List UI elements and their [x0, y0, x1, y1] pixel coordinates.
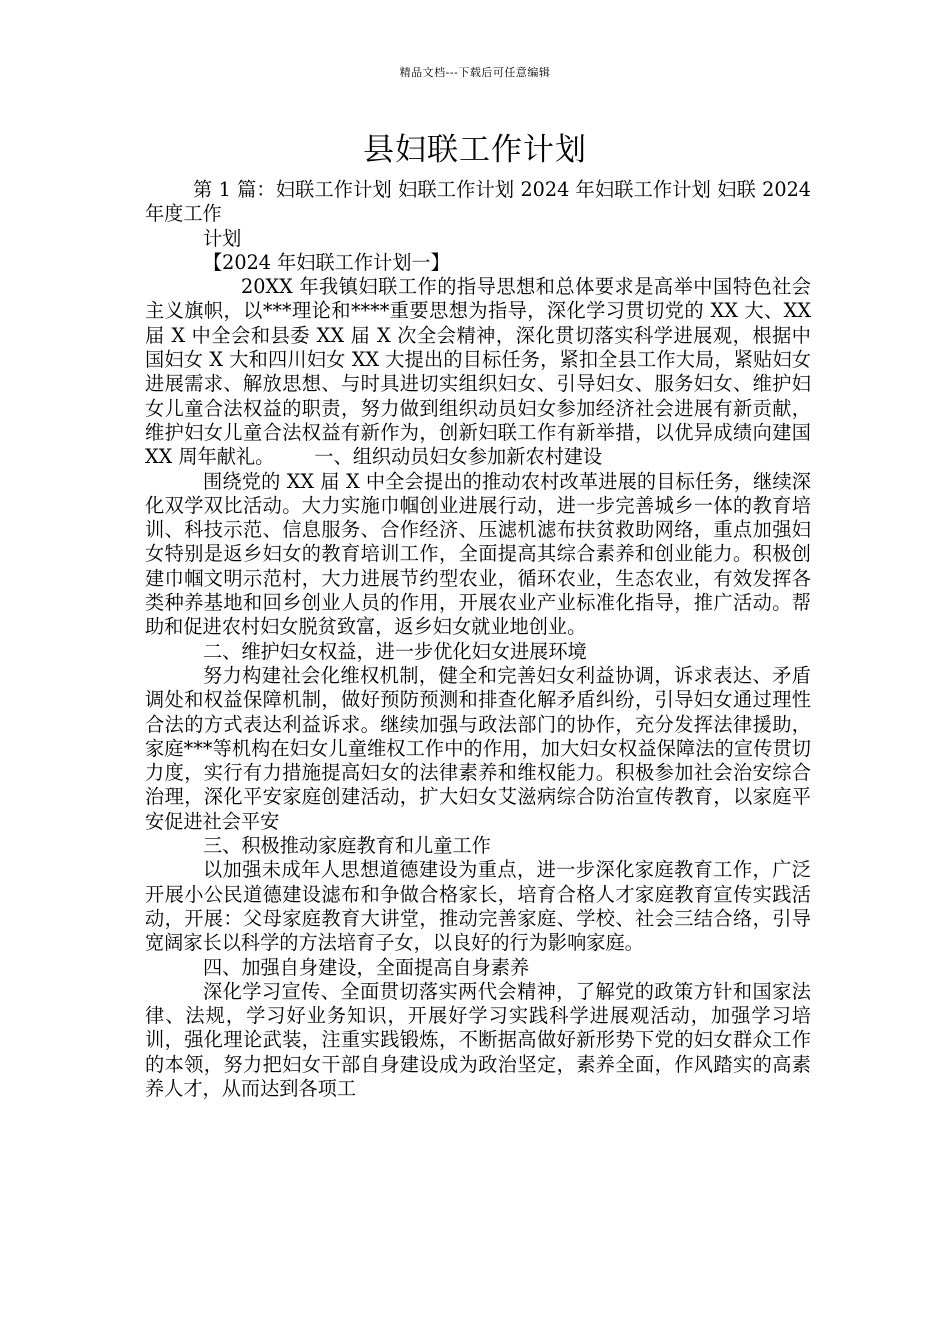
paragraph-4: 以加强未成年人思想道德建设为重点，进一步深化家庭教育工作，广泛开展小公民道德建设滤布和争做合格家长，培育合格人才家庭教育宣传实践活动，开展：父母家庭教育大讲堂，推动完善家庭、学校、社会三结合络，引导宽阔家长以科学的方法培育子女，以良好的行为影响家庭。 [145, 858, 811, 955]
paragraph-5: 深化学习宣传、全面贯切落实两代会精神，了解党的政策方针和国家法律、法规，学习好业务知识，开展好学习实践科学进展观活动，加强学习培训，强化理论武装，注重实践锻炼，不断据高做好新形势下党的妇女群众工作的本领，努力把妇女干部自身建设成为政治坚定，素养全面，作风踏实的高素养人才，从而达到各项工 [145, 979, 811, 1100]
intro-line-1: 第 1 篇：妇联工作计划 妇联工作计划 2024 年妇联工作计划 妇联 2024 年度工作 [145, 178, 811, 226]
document-title: 县妇联工作计划 [363, 132, 587, 168]
heading-2: 二、维护妇女权益，进一步优化妇女进展环境 [203, 639, 587, 663]
heading-3: 三、积极推动家庭教育和儿童工作 [203, 834, 491, 858]
intro-line-3: 【2024 年妇联工作计划一】 [203, 250, 450, 274]
paragraph-3: 努力构建社会化维权机制，健全和完善妇女利益协调，诉求表达、矛盾调处和权益保障机制，做好预防预测和排查化解矛盾纠纷，引导妇女通过理性合法的方式表达利益诉求。继续加强与政法部门的协作，充分发挥法律援助，家庭***等机构在妇女儿童维权工作中的作用，加大妇女权益保障法的宣传贯切力度，实行有力措施提高妇女的法律素养和维权能力。积极参加社会治安综合治理，深化平安家庭创建活动，扩大妇女艾滋病综合防治宣传教育，以家庭平安促进社会平安 [145, 663, 811, 833]
paragraph-1 [145, 275, 811, 469]
paragraph-1-text: 20XX 年我镇妇联工作的指导思想和总体要求是高举中国特色社会主义旗帜，以***理论和****重要思想为指导，深化学习贯切党的 XX 大、XX 届 X 中全会和县委 XX 届 X 次全会精神，深化贯切落实科学进展观，根据中国妇女 X 大和四川妇女 XX 大提出的目标任务，紧扣全县工作大局，紧贴妇女进展需求、解放思想、与时具进切实组织妇女、引导妇女、服务妇女、维护妇女儿童合法权益的职责，努力做到组织动员妇女参加经济社会进展有新贡献，维护妇女儿童合法权益有新作为，创新妇联工作有新举措，以优异成绩向建国 XX 周年献礼。 [145, 275, 811, 469]
heading-1: 一、组织动员妇女参加新农村建设 [314, 445, 603, 469]
document-body [145, 178, 811, 1101]
intro-line-2: 计划 [203, 226, 242, 250]
heading-4: 四、加强自身建设，全面提高自身素养 [203, 955, 530, 979]
header-note: 精品文档---下载后可任意编辑 [399, 66, 551, 79]
paragraph-2: 围绕党的 XX 届 X 中全会提出的推动农村改革进展的目标任务，继续深化双学双比活动。大力实施巾帼创业进展行动，进一步完善城乡一体的教育培训、科技示范、信息服务、合作经济、压滤机滤布扶贫救助网络，重点加强妇女特别是返乡妇女的教育培训工作，全面提高其综合素养和创业能力。积极创建巾帼文明示范村，大力进展节约型农业，循环农业，生态农业，有效发挥各类种养基地和回乡创业人员的作用，开展农业产业标准化指导，推广活动。帮助和促进农村妇女脱贫致富，返乡妇女就业地创业。 [145, 469, 811, 639]
